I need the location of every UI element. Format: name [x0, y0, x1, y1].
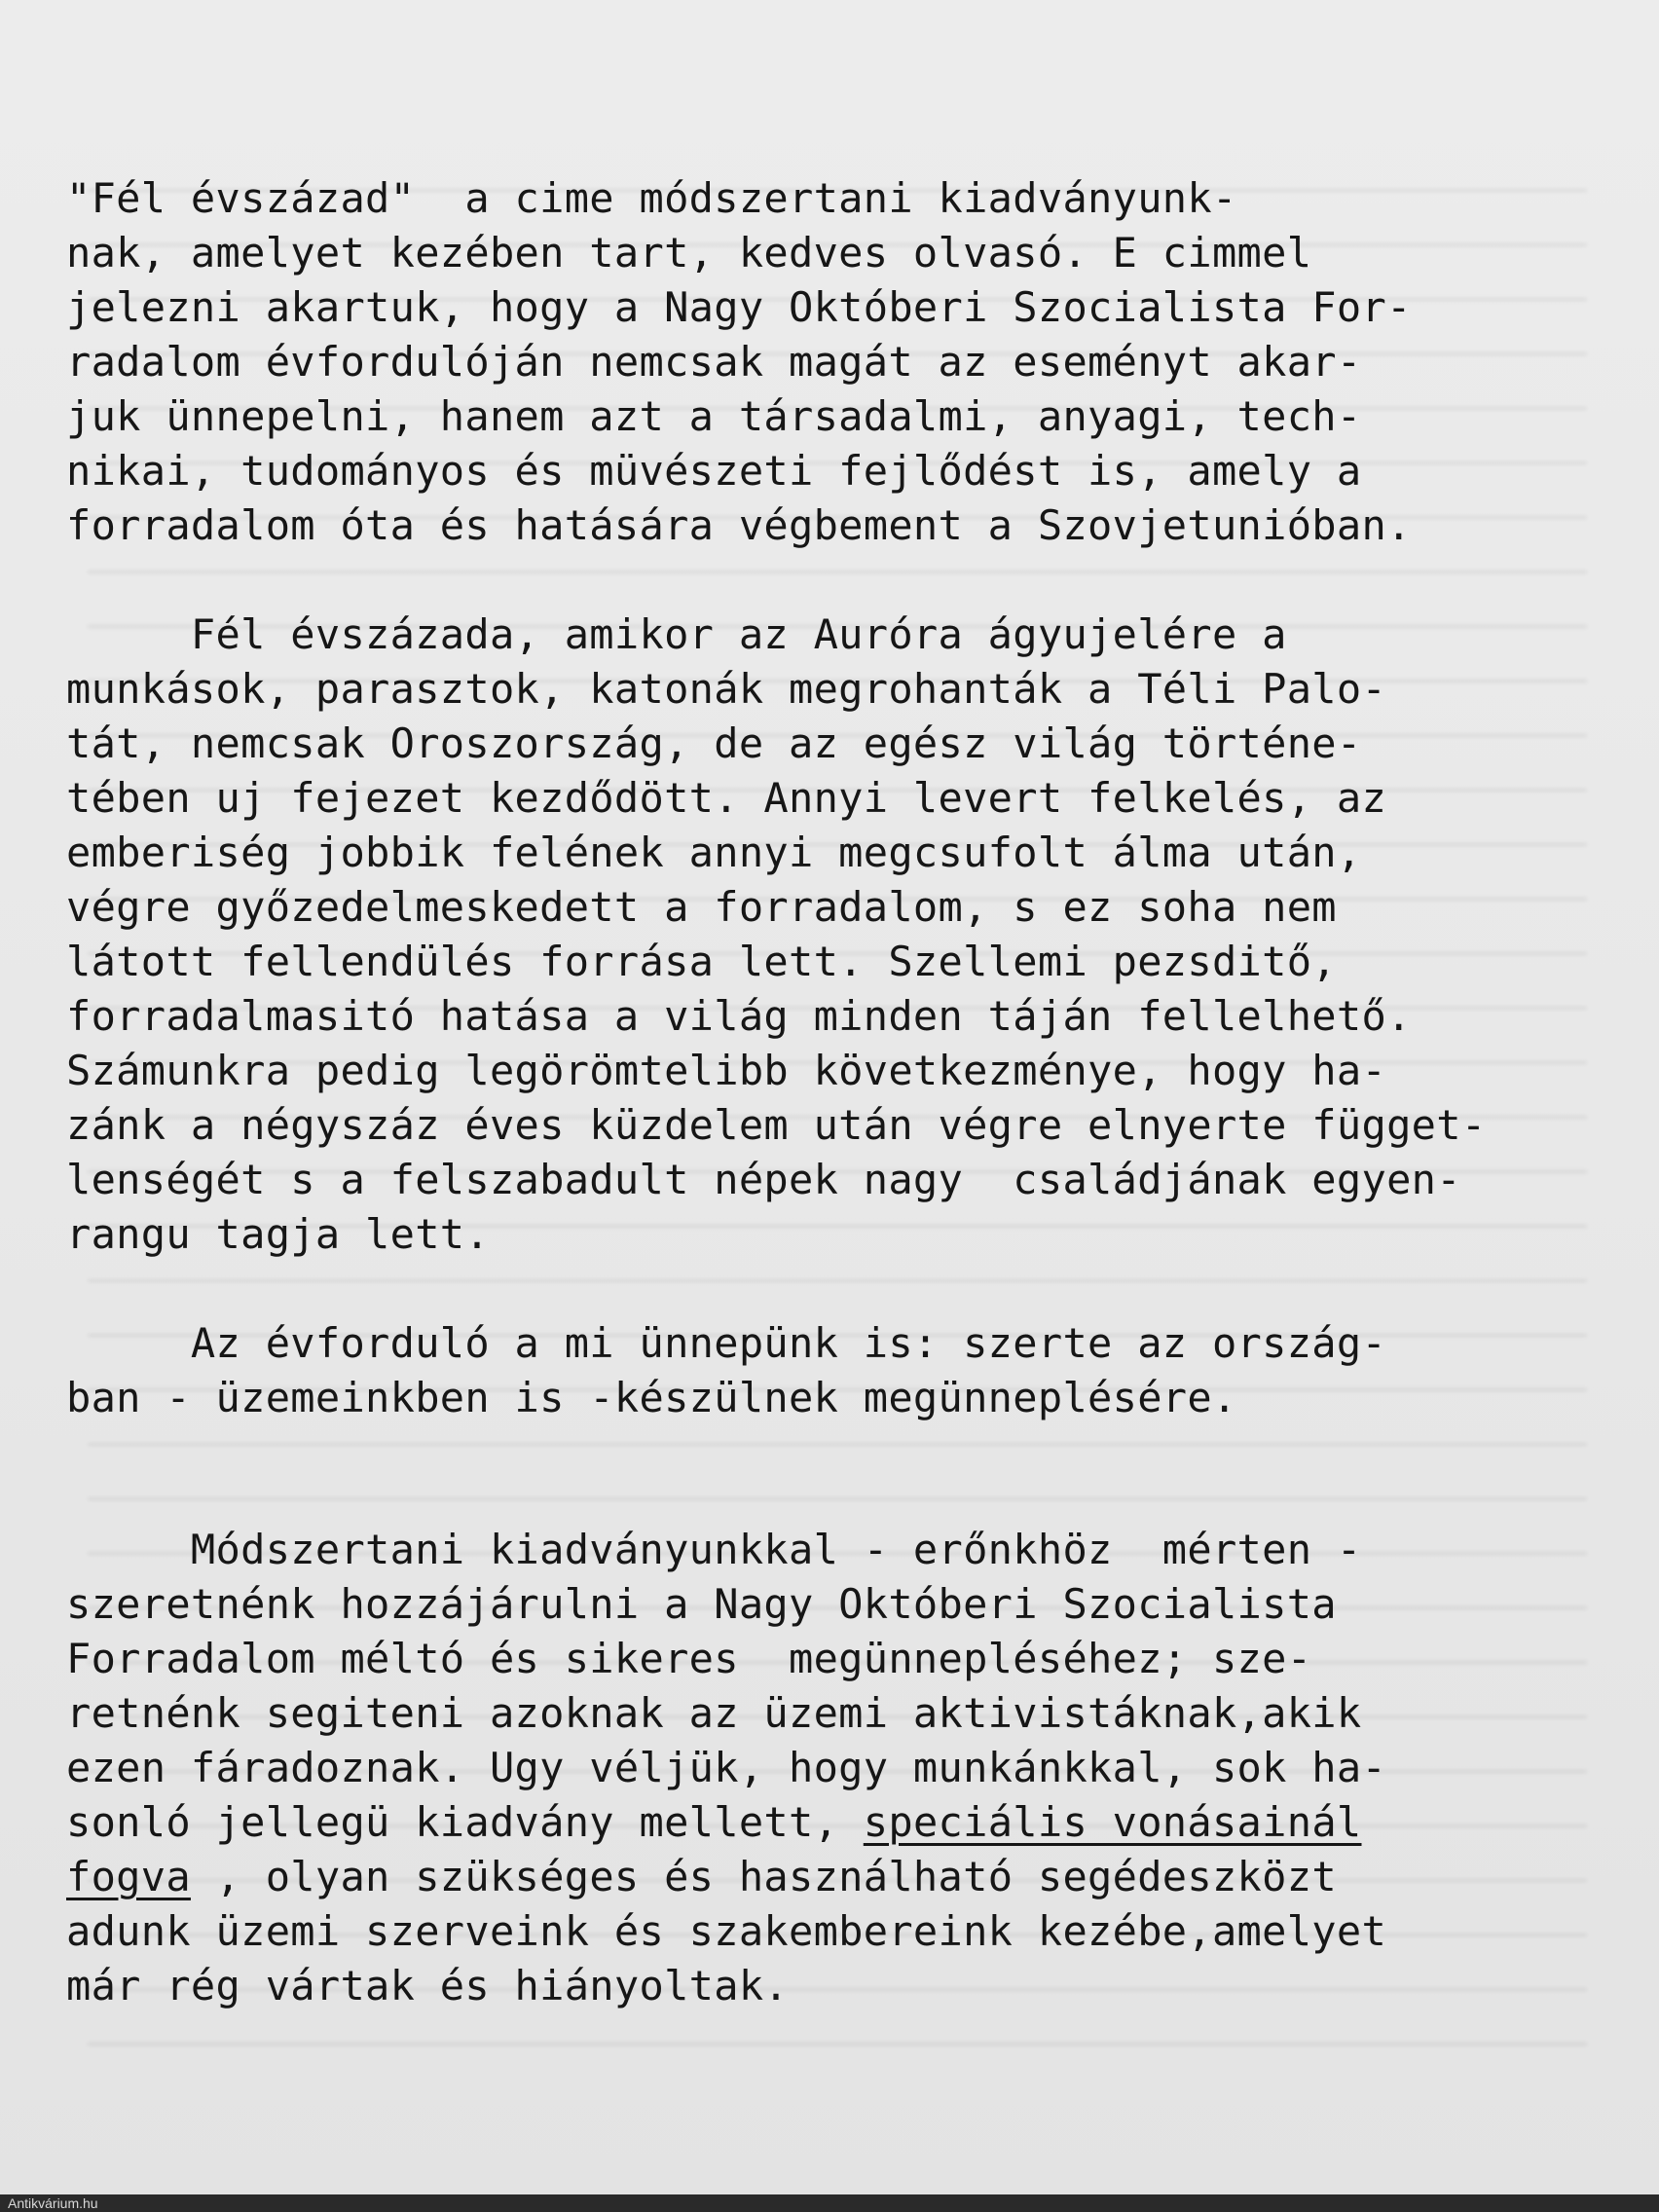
text-line: nikai, tudományos és müvészeti fejlődést is, amely a [66, 447, 1362, 495]
text-line: ezen fáradoznak. Ugy véljük, hogy munkánkkal, sok ha- [66, 1744, 1387, 1791]
text-line: retnénk segiteni azoknak az üzemi aktivistáknak,akik [66, 1689, 1362, 1737]
text-line [66, 1850, 1585, 1904]
paragraph-3 [66, 1316, 1585, 1425]
text-line: látott fellendülés forrása lett. Szellemi pezsditő, [66, 938, 1337, 985]
text-line: "Fél évszázad" a cime módszertani kiadványunk- [66, 174, 1237, 222]
text-line: munkások, parasztok, katonák megrohanták a Téli Palo- [66, 665, 1387, 713]
text-line: jelezni akartuk, hogy a Nagy Októberi Szocialista For- [66, 283, 1412, 331]
text-segment: , olyan szükséges és használható segédeszközt [190, 1853, 1337, 1900]
watermark-strip: Antikvárium.hu [0, 2194, 1659, 2212]
text-line: rangu tagja lett. [66, 1210, 490, 1258]
text-line: végre győzedelmeskedett a forradalom, s ez soha nem [66, 883, 1337, 931]
text-line: nak, amelyet kezében tart, kedves olvasó. E cimmel [66, 229, 1312, 276]
text-line: szeretnénk hozzájárulni a Nagy Októberi Szocialista [66, 1580, 1337, 1628]
text-line: forradalmasitó hatása a világ minden táján fellelhető. [66, 992, 1412, 1040]
text-segment: sonló jellegü kiadvány mellett, [66, 1798, 864, 1846]
paragraph-spacer [66, 1425, 1585, 1523]
text-line: ban - üzemeinkben is -készülnek megünneplésére. [66, 1374, 1237, 1421]
text-line: tát, nemcsak Oroszország, de az egész világ történe- [66, 719, 1362, 767]
typewritten-body [66, 171, 1585, 2013]
text-line: már rég vártak és hiányoltak. [66, 1962, 789, 2009]
text-line: zánk a négyszáz éves küzdelem után végre elnyerte függet- [66, 1101, 1487, 1149]
text-line: lenségét s a felszabadult népek nagy családjának egyen- [66, 1156, 1461, 1203]
text-line: radalom évfordulóján nemcsak magát az eseményt akar- [66, 338, 1362, 386]
paragraph-1 [66, 171, 1585, 553]
text-line: adunk üzemi szerveink és szakembereink kezébe,amelyet [66, 1907, 1387, 1955]
paragraph-spacer [66, 553, 1585, 608]
text-line: juk ünnepelni, hanem azt a társadalmi, anyagi, tech- [66, 392, 1362, 440]
paragraph-2 [66, 608, 1585, 1262]
text-line: Módszertani kiadványunkkal - erőnkhöz mérten - [66, 1526, 1362, 1573]
text-line: tében uj fejezet kezdődött. Annyi levert felkelés, az [66, 774, 1387, 822]
text-line: Fél évszázada, amikor az Auróra ágyujelére a [66, 610, 1287, 658]
text-line: Forradalom méltó és sikeres megünnepléséhez; sze- [66, 1635, 1312, 1682]
text-line [66, 1795, 1585, 1850]
underlined-phrase: speciális vonásainál [863, 1798, 1362, 1846]
underlined-phrase: fogva [66, 1853, 191, 1900]
text-line: Az évforduló a mi ünnepünk is: szerte az ország- [66, 1319, 1387, 1367]
paragraph-4 [66, 1523, 1585, 2013]
text-line: emberiség jobbik felének annyi megcsufolt álma után, [66, 829, 1362, 876]
text-line: forradalom óta és hatására végbement a Szovjetunióban. [66, 501, 1412, 549]
paragraph-spacer [66, 1262, 1585, 1316]
text-line: Számunkra pedig legörömtelibb következménye, hogy ha- [66, 1047, 1387, 1094]
